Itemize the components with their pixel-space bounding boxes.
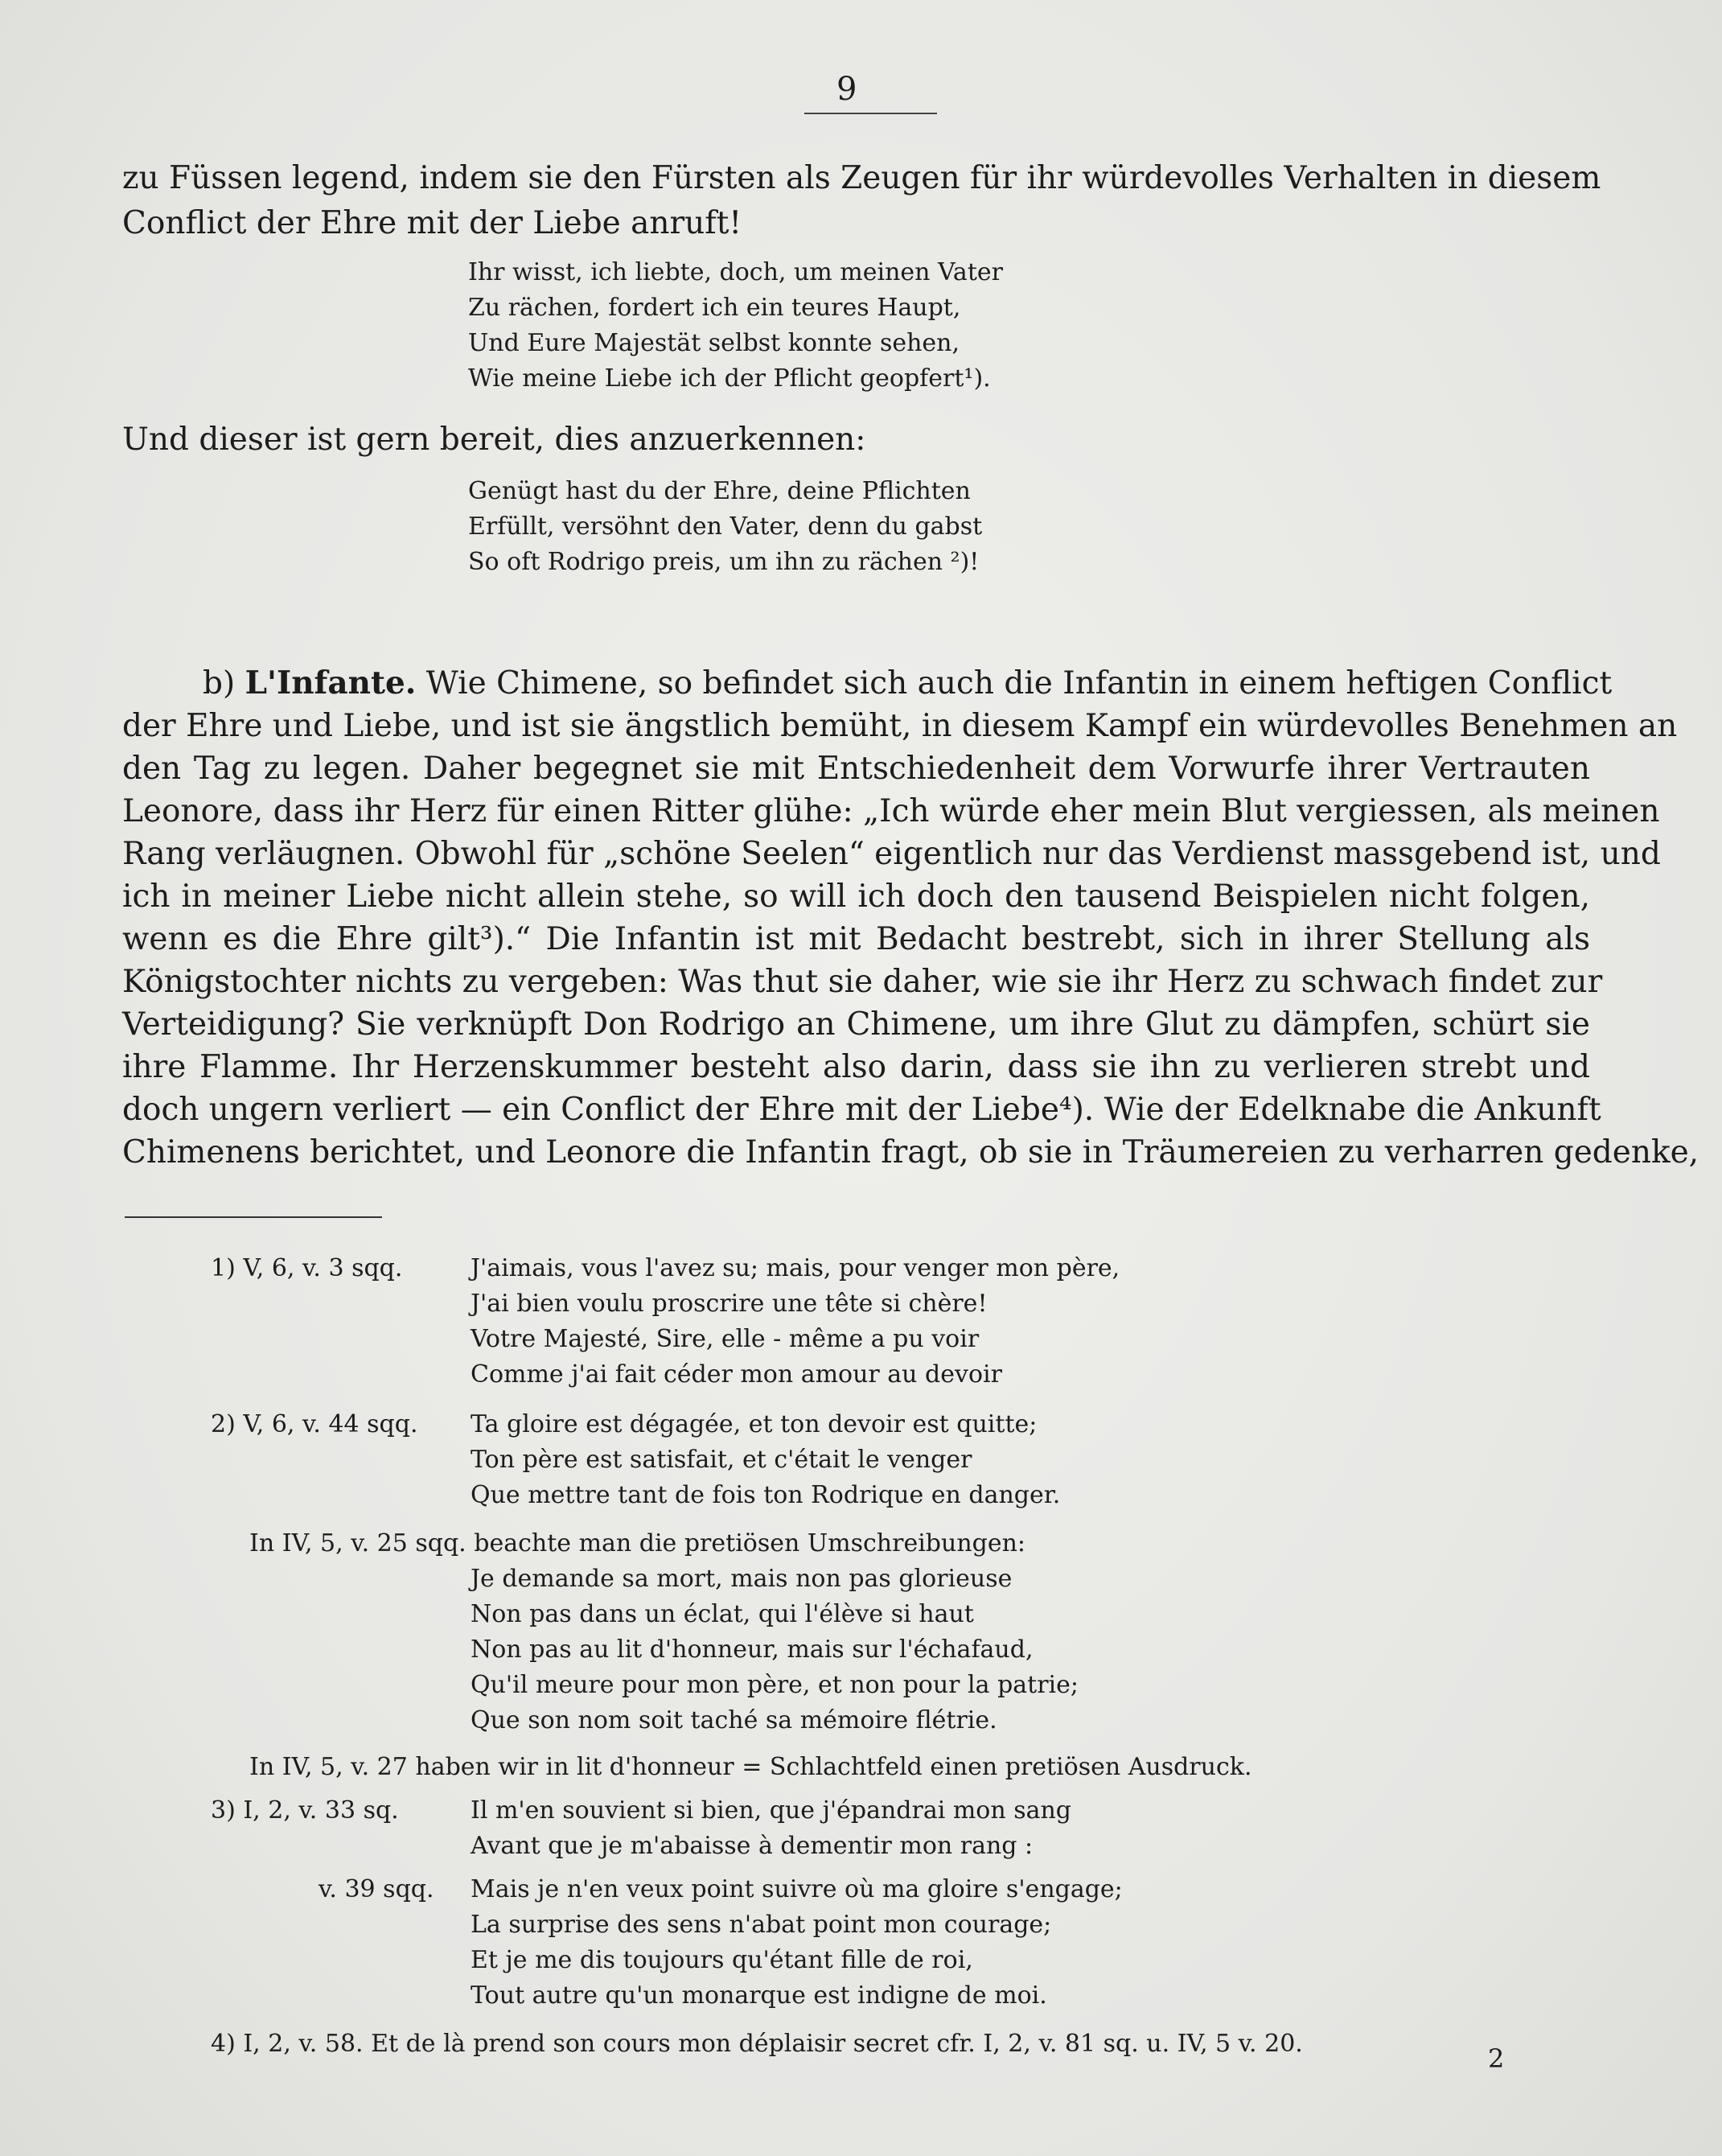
footnote-2-quote-line-2: Non pas dans un éclat, qui l'élève si haut	[471, 1600, 974, 1628]
verse1-line-4: Wie meine Liebe ich der Pflicht geopfert¹).	[468, 364, 991, 393]
footnote-2-note-2: In IV, 5, v. 27 haben wir in lit d'honneur = Schlachtfeld einen pretiösen Ausdruck.	[249, 1753, 1252, 1781]
footnote-3b-line-4: Tout autre qu'un monarque est indigne de moi.	[471, 1981, 1047, 2010]
section-b-line-6: ich in meiner Liebe nicht allein stehe, so will ich doch den tausend Beispielen nicht folgen,	[122, 878, 1590, 915]
section-b-title: L'Infante.	[245, 664, 417, 702]
page-number-rule	[804, 113, 937, 114]
footnote-3b-label: v. 39 sqq.	[319, 1875, 434, 1903]
footnote-2-line-1: Ta gloire est dégagée, et ton devoir est quitte;	[471, 1410, 1038, 1438]
section-b-first-line-text: Wie Chimene, so befindet sich auch die Infantin in einem heftigen Conflict	[425, 665, 1613, 702]
intro-line-1: zu Füssen legend, indem sie den Fürsten als Zeugen für ihr würdevolles Verhalten in diesem	[122, 160, 1601, 196]
footnote-2-quote-line-5: Que son nom soit taché sa mémoire flétrie.	[471, 1706, 997, 1734]
section-b-line-12: Chimenens berichtet, und Leonore die Infantin fragt, ob sie in Träumereien zu verharren gedenke,	[122, 1134, 1699, 1171]
footnote-rule	[125, 1216, 382, 1218]
footnote-3b-line-3: Et je me dis toujours qu'étant fille de roi,	[471, 1946, 973, 1974]
verse2-line-3: So oft Rodrigo preis, um ihn zu rächen ²)!	[468, 548, 980, 576]
footnote-2-line-3: Que mettre tant de fois ton Rodrique en danger.	[471, 1481, 1061, 1509]
verse1-line-3: Und Eure Majestät selbst konnte sehen,	[468, 329, 960, 357]
transition-line: Und dieser ist gern bereit, dies anzuerkennen:	[122, 422, 866, 458]
footnote-2-note-1: In IV, 5, v. 25 sqq. beachte man die pretiösen Umschreibungen:	[249, 1529, 1026, 1557]
verse2-line-2: Erfüllt, versöhnt den Vater, denn du gabst	[468, 512, 983, 541]
page-number: 9	[836, 71, 857, 108]
section-b-line-3: den Tag zu legen. Daher begegnet sie mit Entschiedenheit dem Vorwurfe ihrer Vertrauten	[122, 751, 1590, 787]
footnote-1-line-3: Votre Majesté, Sire, elle - même a pu voir	[471, 1325, 980, 1353]
footnote-2-quote-line-1: Je demande sa mort, mais non pas glorieuse	[471, 1565, 1013, 1593]
footnote-1-line-2: J'ai bien voulu proscrire une tête si chère!	[471, 1290, 988, 1318]
footnote-3-line-1: Il m'en souvient si bien, que j'épandrai mon sang	[471, 1796, 1072, 1825]
section-b-line-2: der Ehre und Liebe, und ist sie ängstlich bemüht, in diesem Kampf ein würdevolles Benehmen an	[122, 708, 1678, 744]
section-b-marker: b)	[203, 665, 236, 702]
footnote-1-line-1: J'aimais, vous l'avez su; mais, pour venger mon père,	[471, 1254, 1120, 1282]
footnote-3-line-2: Avant que je m'abaisse à dementir mon rang :	[471, 1832, 1034, 1860]
footnote-2-quote-line-3: Non pas au lit d'honneur, mais sur l'échafaud,	[471, 1636, 1034, 1664]
signature-mark: 2	[1488, 2043, 1505, 2074]
section-b-first-line	[203, 662, 1613, 705]
footnote-4: 4) I, 2, v. 58. Et de là prend son cours mon déplaisir secret cfr. I, 2, v. 81 sq. u. IV, 5 v. 20.	[211, 2030, 1303, 2058]
section-b-line-9: Verteidigung? Sie verknüpft Don Rodrigo an Chimene, um ihre Glut zu dämpfen, schürt sie	[122, 1006, 1590, 1043]
section-b-line-11: doch ungern verliert — ein Conflict der Ehre mit der Liebe⁴). Wie der Edelknabe die Ankunft	[122, 1092, 1601, 1128]
footnote-2-label: 2) V, 6, v. 44 sqq.	[211, 1410, 418, 1438]
footnote-1-label: 1) V, 6, v. 3 sqq.	[211, 1254, 403, 1282]
section-b-line-10: ihre Flamme. Ihr Herzenskummer besteht also darin, dass sie ihn zu verlieren strebt und	[122, 1049, 1590, 1085]
footnote-3-label: 3) I, 2, v. 33 sq.	[211, 1796, 399, 1825]
verse1-line-2: Zu rächen, fordert ich ein teures Haupt,	[468, 294, 961, 322]
footnote-2-line-2: Ton père est satisfait, et c'était le venger	[471, 1446, 972, 1474]
verse1-line-1: Ihr wisst, ich liebte, doch, um meinen Vater	[468, 258, 1003, 286]
section-b-line-7: wenn es die Ehre gilt³).“ Die Infantin ist mit Bedacht bestrebt, sich in ihrer Stellung als	[122, 921, 1590, 957]
section-b-line-4: Leonore, dass ihr Herz für einen Ritter glühe: „Ich würde eher mein Blut vergiessen, als meinen	[122, 793, 1660, 829]
section-b-line-5: Rang verläugnen. Obwohl für „schöne Seelen“ eigentlich nur das Verdienst massgebend ist, und	[122, 836, 1661, 872]
footnote-3b-line-1: Mais je n'en veux point suivre où ma gloire s'engage;	[471, 1875, 1123, 1903]
section-b-line-8: Königstochter nichts zu vergeben: Was thut sie daher, wie sie ihr Herz zu schwach findet zur	[122, 964, 1603, 1000]
footnote-3b-line-2: La surprise des sens n'abat point mon courage;	[471, 1911, 1052, 1939]
footnote-2-quote-line-4: Qu'il meure pour mon père, et non pour la patrie;	[471, 1671, 1079, 1699]
intro-line-2: Conflict der Ehre mit der Liebe anruft!	[122, 205, 742, 241]
footnote-1-line-4: Comme j'ai fait céder mon amour au devoir	[471, 1360, 1002, 1389]
verse2-line-1: Genügt hast du der Ehre, deine Pflichten	[468, 477, 971, 505]
